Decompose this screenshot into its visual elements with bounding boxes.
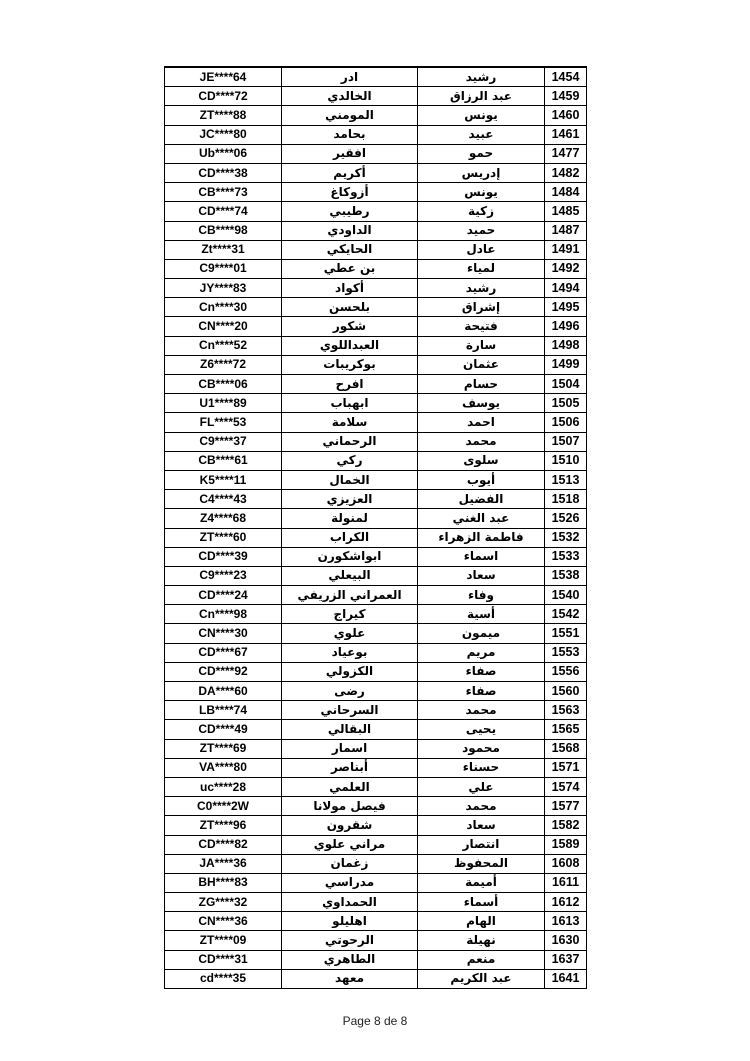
last-name-cell: البقالي bbox=[282, 720, 418, 739]
last-name-cell: مراني علوي bbox=[282, 835, 418, 854]
first-name-cell: سعاد bbox=[418, 566, 545, 585]
last-name-cell: رضى bbox=[282, 682, 418, 701]
number-cell: 1611 bbox=[545, 873, 587, 892]
id-cell: CD****72 bbox=[165, 87, 282, 106]
number-cell: 1563 bbox=[545, 701, 587, 720]
number-cell: 1510 bbox=[545, 451, 587, 470]
first-name-cell: صفاء bbox=[418, 682, 545, 701]
id-cell: BH****83 bbox=[165, 873, 282, 892]
table-row bbox=[165, 355, 587, 374]
number-cell: 1499 bbox=[545, 355, 587, 374]
table-body bbox=[165, 67, 587, 989]
last-name-cell: العزيزي bbox=[282, 490, 418, 509]
last-name-cell: المومني bbox=[282, 106, 418, 125]
table-row bbox=[165, 758, 587, 777]
id-cell: Cn****98 bbox=[165, 605, 282, 624]
table-row bbox=[165, 624, 587, 643]
last-name-cell: كيراج bbox=[282, 605, 418, 624]
first-name-cell: منعم bbox=[418, 950, 545, 969]
table-row bbox=[165, 451, 587, 470]
first-name-cell: عادل bbox=[418, 240, 545, 259]
last-name-cell: الخالدي bbox=[282, 87, 418, 106]
table-row bbox=[165, 586, 587, 605]
id-cell: uc****28 bbox=[165, 777, 282, 796]
last-name-cell: لمنولة bbox=[282, 509, 418, 528]
id-cell: CB****98 bbox=[165, 221, 282, 240]
table-row bbox=[165, 240, 587, 259]
id-cell: ZT****88 bbox=[165, 106, 282, 125]
number-cell: 1526 bbox=[545, 509, 587, 528]
table-row bbox=[165, 777, 587, 796]
table-row bbox=[165, 605, 587, 624]
first-name-cell: رشيد bbox=[418, 279, 545, 298]
id-cell: C9****23 bbox=[165, 566, 282, 585]
first-name-cell: رشيد bbox=[418, 67, 545, 87]
first-name-cell: صفاء bbox=[418, 662, 545, 681]
last-name-cell: ابواشكورن bbox=[282, 547, 418, 566]
table-row bbox=[165, 835, 587, 854]
last-name-cell: العبداللوي bbox=[282, 336, 418, 355]
number-cell: 1589 bbox=[545, 835, 587, 854]
table-row bbox=[165, 279, 587, 298]
id-cell: CD****39 bbox=[165, 547, 282, 566]
number-cell: 1498 bbox=[545, 336, 587, 355]
number-cell: 1538 bbox=[545, 566, 587, 585]
last-name-cell: علوي bbox=[282, 624, 418, 643]
first-name-cell: حسناء bbox=[418, 758, 545, 777]
first-name-cell: حسام bbox=[418, 375, 545, 394]
table-row bbox=[165, 67, 587, 87]
table-row bbox=[165, 375, 587, 394]
table-row bbox=[165, 509, 587, 528]
last-name-cell: اهليلو bbox=[282, 912, 418, 931]
number-cell: 1477 bbox=[545, 144, 587, 163]
number-cell: 1613 bbox=[545, 912, 587, 931]
table-row bbox=[165, 643, 587, 662]
last-name-cell: الحايكي bbox=[282, 240, 418, 259]
number-cell: 1513 bbox=[545, 470, 587, 489]
id-cell: Cn****30 bbox=[165, 298, 282, 317]
id-cell: JE****64 bbox=[165, 67, 282, 87]
id-cell: LB****74 bbox=[165, 701, 282, 720]
id-cell: Z6****72 bbox=[165, 355, 282, 374]
id-cell: ZT****09 bbox=[165, 931, 282, 950]
first-name-cell: عبد الرزاق bbox=[418, 87, 545, 106]
table-row bbox=[165, 106, 587, 125]
first-name-cell: محمد bbox=[418, 701, 545, 720]
last-name-cell: افرح bbox=[282, 375, 418, 394]
first-name-cell: انتصار bbox=[418, 835, 545, 854]
id-cell: ZT****96 bbox=[165, 816, 282, 835]
id-cell: CD****38 bbox=[165, 163, 282, 182]
number-cell: 1612 bbox=[545, 893, 587, 912]
number-cell: 1495 bbox=[545, 298, 587, 317]
first-name-cell: سارة bbox=[418, 336, 545, 355]
last-name-cell: رطيبي bbox=[282, 202, 418, 221]
id-cell: C0****2W bbox=[165, 797, 282, 816]
number-cell: 1482 bbox=[545, 163, 587, 182]
first-name-cell: اسماء bbox=[418, 547, 545, 566]
number-cell: 1454 bbox=[545, 67, 587, 87]
table-row bbox=[165, 259, 587, 278]
id-cell: JA****36 bbox=[165, 854, 282, 873]
last-name-cell: ركي bbox=[282, 451, 418, 470]
first-name-cell: يوسف bbox=[418, 394, 545, 413]
id-cell: CD****92 bbox=[165, 662, 282, 681]
id-cell: ZT****60 bbox=[165, 528, 282, 547]
first-name-cell: أسية bbox=[418, 605, 545, 624]
table-row bbox=[165, 202, 587, 221]
last-name-cell: بن عطي bbox=[282, 259, 418, 278]
id-cell: CN****20 bbox=[165, 317, 282, 336]
table-row bbox=[165, 893, 587, 912]
number-cell: 1492 bbox=[545, 259, 587, 278]
table-row bbox=[165, 969, 587, 988]
table-row bbox=[165, 298, 587, 317]
table-row bbox=[165, 163, 587, 182]
last-name-cell: الحمداوي bbox=[282, 893, 418, 912]
last-name-cell: العلمي bbox=[282, 777, 418, 796]
last-name-cell: شقرون bbox=[282, 816, 418, 835]
table-row bbox=[165, 490, 587, 509]
first-name-cell: حمو bbox=[418, 144, 545, 163]
last-name-cell: مدراسي bbox=[282, 873, 418, 892]
number-cell: 1565 bbox=[545, 720, 587, 739]
last-name-cell: الخمال bbox=[282, 470, 418, 489]
number-cell: 1571 bbox=[545, 758, 587, 777]
first-name-cell: مريم bbox=[418, 643, 545, 662]
first-name-cell: علي bbox=[418, 777, 545, 796]
last-name-cell: بوكريبات bbox=[282, 355, 418, 374]
first-name-cell: أسماء bbox=[418, 893, 545, 912]
number-cell: 1459 bbox=[545, 87, 587, 106]
id-cell: Cn****52 bbox=[165, 336, 282, 355]
table-row bbox=[165, 720, 587, 739]
number-cell: 1487 bbox=[545, 221, 587, 240]
number-cell: 1491 bbox=[545, 240, 587, 259]
first-name-cell: حميد bbox=[418, 221, 545, 240]
id-cell: CD****67 bbox=[165, 643, 282, 662]
table-row bbox=[165, 528, 587, 547]
last-name-cell: الرحماني bbox=[282, 432, 418, 451]
table-row bbox=[165, 950, 587, 969]
number-cell: 1630 bbox=[545, 931, 587, 950]
table-row bbox=[165, 931, 587, 950]
id-cell: cd****35 bbox=[165, 969, 282, 988]
last-name-cell: الداودي bbox=[282, 221, 418, 240]
first-name-cell: محمد bbox=[418, 432, 545, 451]
table-row bbox=[165, 739, 587, 758]
number-cell: 1577 bbox=[545, 797, 587, 816]
first-name-cell: يونس bbox=[418, 106, 545, 125]
last-name-cell: زغمان bbox=[282, 854, 418, 873]
id-cell: ZT****69 bbox=[165, 739, 282, 758]
number-cell: 1637 bbox=[545, 950, 587, 969]
table-row bbox=[165, 183, 587, 202]
first-name-cell: سعاد bbox=[418, 816, 545, 835]
last-name-cell: بلحسن bbox=[282, 298, 418, 317]
table-row bbox=[165, 547, 587, 566]
table-row bbox=[165, 221, 587, 240]
first-name-cell: زكية bbox=[418, 202, 545, 221]
first-name-cell: احمد bbox=[418, 413, 545, 432]
number-cell: 1506 bbox=[545, 413, 587, 432]
id-cell: CD****49 bbox=[165, 720, 282, 739]
number-cell: 1461 bbox=[545, 125, 587, 144]
table-row bbox=[165, 317, 587, 336]
first-name-cell: لمياء bbox=[418, 259, 545, 278]
table-row bbox=[165, 336, 587, 355]
table-row bbox=[165, 682, 587, 701]
first-name-cell: الهام bbox=[418, 912, 545, 931]
id-cell: JY****83 bbox=[165, 279, 282, 298]
last-name-cell: أكواد bbox=[282, 279, 418, 298]
first-name-cell: محمد bbox=[418, 797, 545, 816]
number-cell: 1485 bbox=[545, 202, 587, 221]
last-name-cell: أكريم bbox=[282, 163, 418, 182]
id-cell: CD****31 bbox=[165, 950, 282, 969]
last-name-cell: أبناصر bbox=[282, 758, 418, 777]
number-cell: 1568 bbox=[545, 739, 587, 758]
last-name-cell: اسمار bbox=[282, 739, 418, 758]
last-name-cell: ابهباب bbox=[282, 394, 418, 413]
table-row bbox=[165, 912, 587, 931]
first-name-cell: أيوب bbox=[418, 470, 545, 489]
first-name-cell: ميمون bbox=[418, 624, 545, 643]
id-cell: CB****06 bbox=[165, 375, 282, 394]
number-cell: 1533 bbox=[545, 547, 587, 566]
last-name-cell: الكراب bbox=[282, 528, 418, 547]
id-cell: CD****82 bbox=[165, 835, 282, 854]
last-name-cell: شكور bbox=[282, 317, 418, 336]
number-cell: 1641 bbox=[545, 969, 587, 988]
id-cell: CN****30 bbox=[165, 624, 282, 643]
id-cell: JC****80 bbox=[165, 125, 282, 144]
table-row bbox=[165, 662, 587, 681]
first-name-cell: عبيد bbox=[418, 125, 545, 144]
id-cell: C9****37 bbox=[165, 432, 282, 451]
table-row bbox=[165, 816, 587, 835]
first-name-cell: إشراق bbox=[418, 298, 545, 317]
table-row bbox=[165, 125, 587, 144]
number-cell: 1518 bbox=[545, 490, 587, 509]
first-name-cell: وفاء bbox=[418, 586, 545, 605]
id-cell: CN****36 bbox=[165, 912, 282, 931]
last-name-cell: الكزولي bbox=[282, 662, 418, 681]
table-row bbox=[165, 470, 587, 489]
last-name-cell: الرحوتي bbox=[282, 931, 418, 950]
number-cell: 1556 bbox=[545, 662, 587, 681]
table-row bbox=[165, 413, 587, 432]
last-name-cell: بوعياد bbox=[282, 643, 418, 662]
id-cell: C9****01 bbox=[165, 259, 282, 278]
number-cell: 1494 bbox=[545, 279, 587, 298]
number-cell: 1540 bbox=[545, 586, 587, 605]
last-name-cell: العمراني الزريفي bbox=[282, 586, 418, 605]
table-row bbox=[165, 394, 587, 413]
last-name-cell: الطاهري bbox=[282, 950, 418, 969]
id-cell: K5****11 bbox=[165, 470, 282, 489]
number-cell: 1505 bbox=[545, 394, 587, 413]
last-name-cell: بحامد bbox=[282, 125, 418, 144]
table-row bbox=[165, 144, 587, 163]
id-cell: CD****24 bbox=[165, 586, 282, 605]
first-name-cell: عثمان bbox=[418, 355, 545, 374]
candidates-table bbox=[164, 66, 587, 989]
id-cell: C4****43 bbox=[165, 490, 282, 509]
number-cell: 1560 bbox=[545, 682, 587, 701]
number-cell: 1484 bbox=[545, 183, 587, 202]
number-cell: 1608 bbox=[545, 854, 587, 873]
last-name-cell: البيعلي bbox=[282, 566, 418, 585]
id-cell: CB****61 bbox=[165, 451, 282, 470]
last-name-cell: السرحاني bbox=[282, 701, 418, 720]
last-name-cell: ادر bbox=[282, 67, 418, 87]
first-name-cell: يونس bbox=[418, 183, 545, 202]
id-cell: U1****89 bbox=[165, 394, 282, 413]
last-name-cell: افقير bbox=[282, 144, 418, 163]
table-row bbox=[165, 701, 587, 720]
first-name-cell: إدريس bbox=[418, 163, 545, 182]
table-row bbox=[165, 432, 587, 451]
table-row bbox=[165, 87, 587, 106]
table-row bbox=[165, 873, 587, 892]
number-cell: 1542 bbox=[545, 605, 587, 624]
id-cell: Ub****06 bbox=[165, 144, 282, 163]
number-cell: 1574 bbox=[545, 777, 587, 796]
first-name-cell: عبد الغني bbox=[418, 509, 545, 528]
id-cell: Zt****31 bbox=[165, 240, 282, 259]
last-name-cell: فيصل مولانا bbox=[282, 797, 418, 816]
id-cell: Z4****68 bbox=[165, 509, 282, 528]
number-cell: 1582 bbox=[545, 816, 587, 835]
number-cell: 1504 bbox=[545, 375, 587, 394]
first-name-cell: فتيحة bbox=[418, 317, 545, 336]
id-cell: DA****60 bbox=[165, 682, 282, 701]
table-row bbox=[165, 854, 587, 873]
number-cell: 1551 bbox=[545, 624, 587, 643]
first-name-cell: يحيى bbox=[418, 720, 545, 739]
first-name-cell: محمود bbox=[418, 739, 545, 758]
first-name-cell: نهيلة bbox=[418, 931, 545, 950]
table-row bbox=[165, 797, 587, 816]
number-cell: 1532 bbox=[545, 528, 587, 547]
id-cell: CD****74 bbox=[165, 202, 282, 221]
id-cell: VA****80 bbox=[165, 758, 282, 777]
id-cell: CB****73 bbox=[165, 183, 282, 202]
last-name-cell: أزوكاغ bbox=[282, 183, 418, 202]
first-name-cell: الفضيل bbox=[418, 490, 545, 509]
id-cell: FL****53 bbox=[165, 413, 282, 432]
first-name-cell: عبد الكريم bbox=[418, 969, 545, 988]
number-cell: 1507 bbox=[545, 432, 587, 451]
first-name-cell: المحفوظ bbox=[418, 854, 545, 873]
id-cell: ZG****32 bbox=[165, 893, 282, 912]
number-cell: 1460 bbox=[545, 106, 587, 125]
number-cell: 1553 bbox=[545, 643, 587, 662]
last-name-cell: سلامة bbox=[282, 413, 418, 432]
last-name-cell: معهد bbox=[282, 969, 418, 988]
table-row bbox=[165, 566, 587, 585]
first-name-cell: أميمة bbox=[418, 873, 545, 892]
first-name-cell: فاطمة الزهراء bbox=[418, 528, 545, 547]
number-cell: 1496 bbox=[545, 317, 587, 336]
first-name-cell: سلوى bbox=[418, 451, 545, 470]
page-number: Page 8 de 8 bbox=[342, 1014, 408, 1028]
